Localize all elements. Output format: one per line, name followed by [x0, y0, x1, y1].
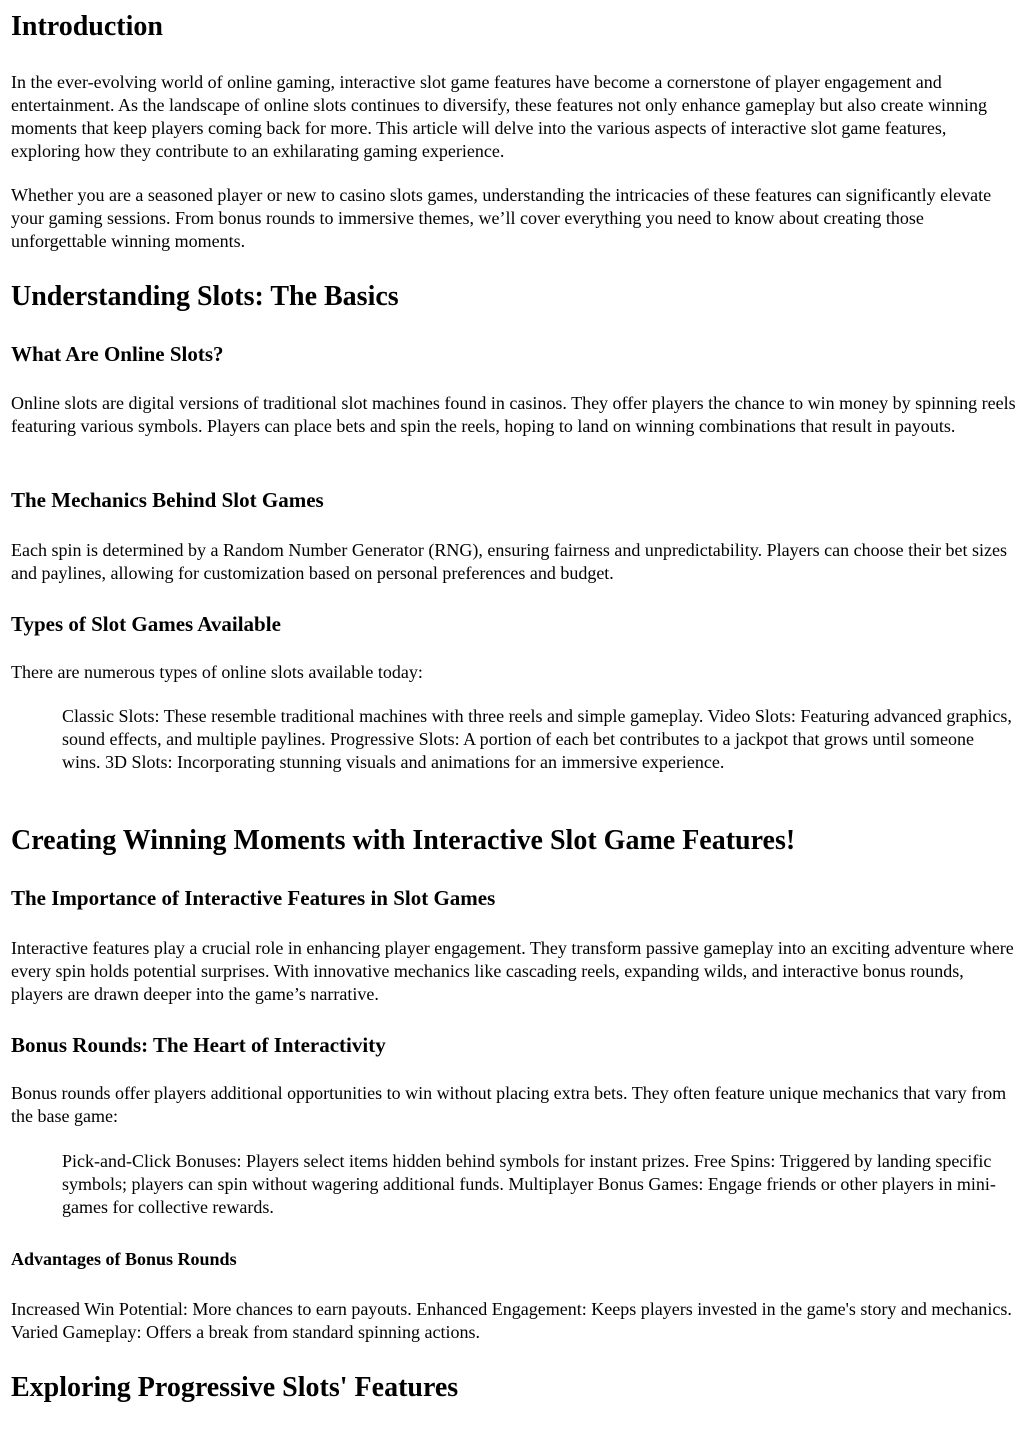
intro-paragraph-1: In the ever-evolving world of online gaming, interactive slot game features have become a cornerstone of player engagement and entertainment. As the landscape of online slots continues to diversify, these features not only enhance gameplay but also create winning moments that keep players coming back for more. This article will delve into the various aspects of interactive slot game features, exploring how they contribute to an exhilarating gaming experience.	[11, 72, 988, 161]
subheading-what-are-online-slots: What Are Online Slots?	[11, 342, 224, 366]
advantages-paragraph: Increased Win Potential: More chances to earn payouts. Enhanced Engagement: Keeps players invested in the game's story and mechanics. Varied Gameplay: Offers a break from standard spinning actions.	[11, 1299, 1012, 1342]
heading-introduction: Introduction	[11, 11, 163, 42]
subheading-advantages-of-bonus-rounds: Advantages of Bonus Rounds	[11, 1249, 237, 1269]
subheading-types-of-slot-games: Types of Slot Games Available	[11, 612, 281, 636]
heading-understanding-slots: Understanding Slots: The Basics	[11, 281, 399, 312]
subheading-importance-of-interactive-features: The Importance of Interactive Features in Slot Games	[11, 886, 496, 910]
types-intro-paragraph: There are numerous types of online slots available today:	[11, 662, 423, 682]
heading-creating-winning-moments: Creating Winning Moments with Interactive Slot Game Features!	[11, 825, 796, 856]
subheading-mechanics: The Mechanics Behind Slot Games	[11, 488, 324, 512]
mechanics-paragraph: Each spin is determined by a Random Number Generator (RNG), ensuring fairness and unpredictability. Players can choose their bet sizes and paylines, allowing for customization based on personal preferences and budget.	[11, 540, 1008, 583]
subheading-bonus-rounds: Bonus Rounds: The Heart of Interactivity	[11, 1033, 386, 1057]
what-are-online-slots-paragraph: Online slots are digital versions of traditional slot machines found in casinos. They offer players the chance to win money by spinning reels featuring various symbols. Players can place bets and spin the reels, hoping to land on winning combinations that result in payouts.	[11, 393, 1016, 436]
heading-exploring-progressive-slots: Exploring Progressive Slots' Features	[11, 1372, 459, 1403]
types-blockquote: Classic Slots: These resemble traditional machines with three reels and simple gameplay. Video Slots: Featuring advanced graphics, sound effects, and multiple paylines. Progressive Slots: A portion of each bet contributes to a jackpot that grows until someone wins. 3D Slots: Incorporating stunning visuals and animations for an immersive experience.	[62, 706, 1012, 772]
bonus-rounds-blockquote: Pick-and-Click Bonuses: Players select items hidden behind symbols for instant prizes. Free Spins: Triggered by landing specific symbols; players can spin without wagering additional funds. Multiplayer Bonus Games: Engage friends or other players in mini-games for collective rewards.	[62, 1151, 996, 1217]
bonus-rounds-paragraph: Bonus rounds offer players additional opportunities to win without placing extra bets. They often feature unique mechanics that vary from the base game:	[11, 1083, 1007, 1126]
intro-paragraph-2: Whether you are a seasoned player or new to casino slots games, understanding the intricacies of these features can significantly elevate your gaming sessions. From bonus rounds to immersive themes, we’ll cover everything you need to know about creating those unforgettable winning moments.	[11, 185, 992, 251]
importance-paragraph: Interactive features play a crucial role in enhancing player engagement. They transform passive gameplay into an exciting adventure where every spin holds potential surprises. With innovative mechanics like cascading reels, expanding wilds, and interactive bonus rounds, players are drawn deeper into the game’s narrative.	[11, 938, 1014, 1004]
